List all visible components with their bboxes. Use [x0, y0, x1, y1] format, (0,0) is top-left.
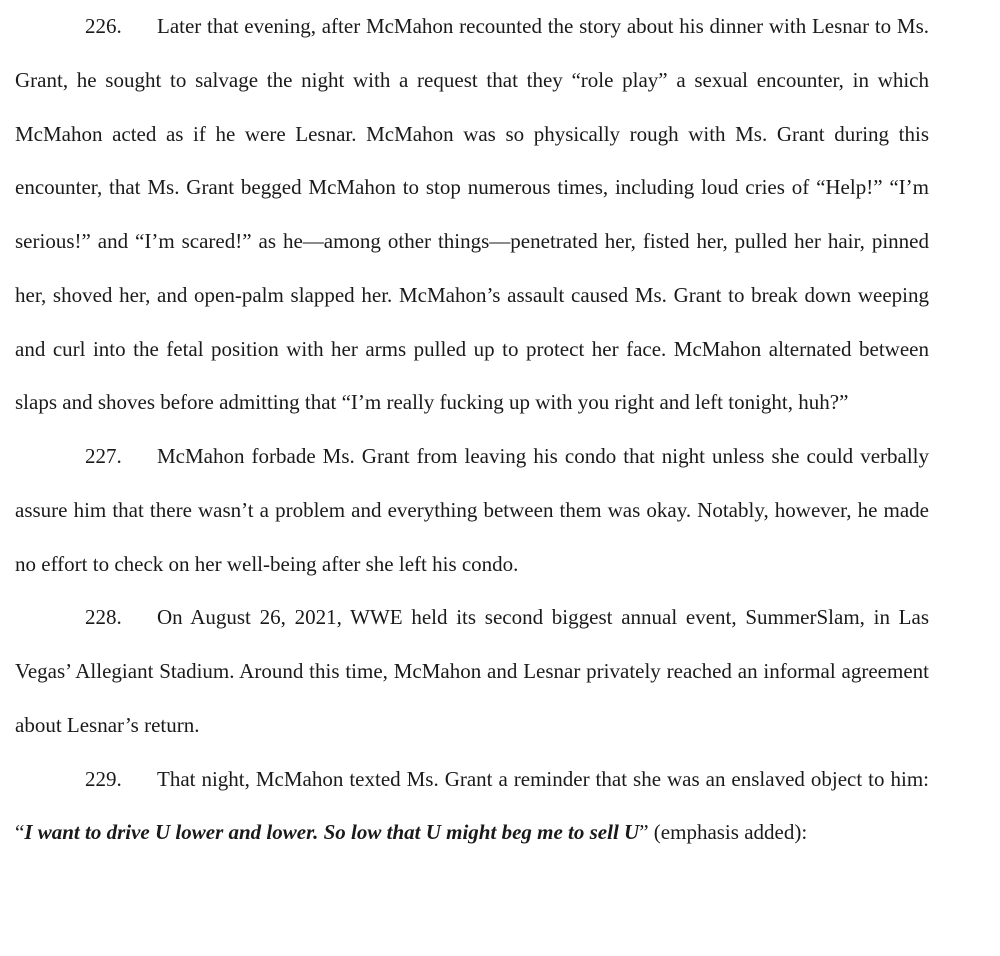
paragraph-number: 228.: [85, 605, 122, 630]
paragraph-text-tail: ” (emphasis added):: [639, 820, 808, 845]
paragraph-229: [15, 753, 929, 861]
paragraph-number: 227.: [85, 444, 122, 468]
paragraph-text: McMahon forbade Ms. Grant from leaving his condo that night unless she could verbally assure him that there wasn’t a problem and everything between them was okay. Notably, however, he made no effort to check on her well-being after she left his condo.: [15, 444, 929, 576]
paragraph-text: On August 26, 2021, WWE held its second biggest annual event, SummerSlam, in Las Vegas’ Allegiant Stadium. Around this time, McMahon and Lesnar privately reached an informal agreement about Lesnar’s return.: [15, 605, 929, 737]
paragraph-227: [15, 430, 929, 591]
document-page: [15, 0, 929, 860]
paragraph-text: That night, McMahon texted Ms. Grant a reminder that she was an enslaved object to him: “: [15, 766, 929, 845]
paragraph-228: [15, 591, 929, 752]
emphasized-quote: I want to drive U lower and lower. So low that U might beg me to sell U: [24, 820, 640, 845]
paragraph-number: 226.: [85, 14, 122, 38]
paragraph-text: Later that evening, after McMahon recounted the story about his dinner with Lesnar to Ms. Grant, he sought to salvage the night with a request that they “role play” a sexual encounter, in which McMahon acted as if he were Lesnar. McMahon was so physically rough with Ms. Grant during this encounter, that Ms. Grant begged McMahon to stop numerous times, including loud cries of “Help!” “I’m serious!” and “I’m scared!” as he—among other things—penetrated her, fisted her, pulled her hair, pinned her, shoved her, and open-palm slapped her. McMahon’s assault caused Ms. Grant to break down weeping and curl into the fetal position with her arms pulled up to protect her face. McMahon alternated between slaps and shoves before admitting that “I’m really fucking up with you right and left tonight, huh?”: [15, 14, 929, 415]
paragraph-number: 229.: [85, 766, 122, 791]
paragraph-226: [15, 0, 929, 430]
